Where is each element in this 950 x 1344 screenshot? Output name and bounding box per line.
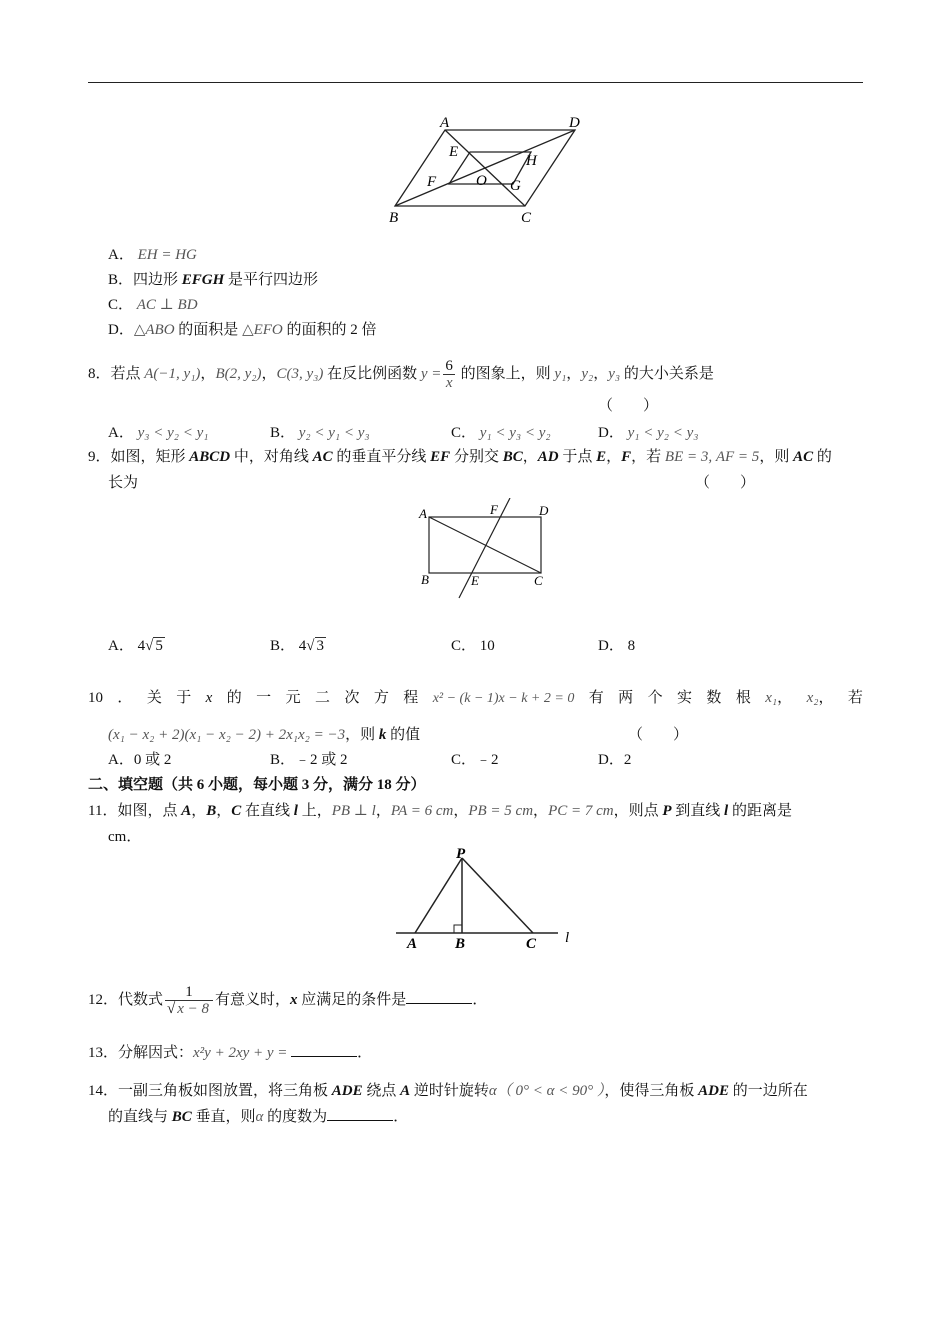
- text: 12．代数式: [88, 992, 164, 1008]
- text: 的距离是: [728, 803, 792, 819]
- option-key: B．: [270, 638, 296, 654]
- text: 到直线: [671, 803, 725, 819]
- sep: ，: [566, 365, 582, 382]
- sep: ，: [777, 690, 793, 706]
- q8-option-d: [598, 423, 698, 443]
- sep: ，: [375, 803, 391, 819]
- q14-answer-blank[interactable]: [327, 1106, 393, 1121]
- math: BE = 3,: [664, 449, 713, 465]
- text: ．: [472, 992, 488, 1008]
- coef: 4: [298, 638, 307, 654]
- q8-option-c: [451, 423, 551, 443]
- char: 有: [588, 690, 604, 706]
- q9-label-b: B: [421, 572, 429, 587]
- text: 于点: [558, 449, 597, 465]
- text: 的图象上，则: [456, 365, 555, 382]
- q9-answer-paren: （ ）: [695, 475, 756, 491]
- bold-label: C: [231, 803, 242, 819]
- bold-label: AC: [793, 449, 814, 465]
- q8-option-b: [270, 423, 370, 443]
- q10-option-d: [598, 750, 631, 770]
- bold-label: l: [293, 803, 298, 819]
- point-b: B(2, y₂): [215, 365, 262, 382]
- radicand: 3: [316, 638, 324, 654]
- option-key: D．: [598, 638, 624, 654]
- q10-stem-line1: [88, 688, 863, 709]
- q7-option-d: [108, 320, 377, 340]
- sep: ，: [200, 365, 216, 382]
- y2: y₂: [581, 365, 594, 382]
- q8-stem: [88, 358, 714, 391]
- text: 逆时针旋转: [410, 1083, 489, 1099]
- q9-label-f: F: [490, 502, 498, 517]
- option-math: EH = HG: [137, 247, 197, 263]
- math: PA = 6 cm: [390, 803, 454, 819]
- q7-label-o: O: [476, 173, 487, 189]
- alpha: α: [255, 1109, 264, 1125]
- math: PB = 5 cm: [468, 803, 534, 819]
- text: 的度数为: [263, 1109, 328, 1125]
- text: 14．一副三角板如图放置，将三角板: [88, 1083, 332, 1099]
- text: 垂直，则: [191, 1109, 256, 1125]
- option-key: A．: [108, 425, 134, 441]
- option-bold: EFGH: [181, 272, 225, 288]
- char: 程: [403, 690, 419, 706]
- option-text: 四边形: [133, 272, 182, 288]
- text: 绕点: [362, 1083, 401, 1099]
- option-math: y₂ < y₁ < y₃: [298, 425, 370, 441]
- q11-stem-line2: cm．: [108, 829, 142, 845]
- bold-label: ADE: [331, 1083, 363, 1099]
- bold-label: B: [206, 803, 217, 819]
- q7-label-d: D: [569, 115, 580, 131]
- char: 于: [176, 690, 192, 706]
- char: 若: [847, 690, 863, 706]
- q13-answer-blank[interactable]: [291, 1042, 357, 1057]
- bold-label: ADE: [698, 1083, 730, 1099]
- question-number: 8．若点: [88, 365, 145, 382]
- text: 9．如图，矩形: [88, 449, 190, 465]
- char: ．: [117, 690, 133, 706]
- q9-label-c: C: [534, 573, 543, 588]
- x2: x₂: [806, 690, 819, 706]
- option-text: 是平行四边形: [224, 272, 319, 288]
- text: 上，: [297, 803, 332, 819]
- q7-option-c: [108, 295, 198, 315]
- q13-stem: [88, 1042, 372, 1063]
- char: 次: [344, 690, 360, 706]
- bold-label: A: [400, 1083, 411, 1099]
- bold-label: EF: [430, 449, 451, 465]
- sep: ，: [593, 365, 609, 382]
- char: 方: [373, 690, 389, 706]
- option-key: D．: [108, 322, 134, 338]
- math: x²y + 2xy + y =: [193, 1045, 288, 1061]
- bold-label: k: [378, 727, 387, 743]
- q11-triangle-figure: [390, 846, 580, 954]
- q9-option-d: [598, 636, 635, 656]
- option-value: 0 或 2: [133, 752, 172, 768]
- text: ，则点: [613, 803, 663, 819]
- text: 的大小关系是: [620, 365, 714, 382]
- option-key: C．: [451, 638, 477, 654]
- text: 在直线: [241, 803, 294, 819]
- coef: 4: [137, 638, 146, 654]
- char: x: [205, 690, 213, 706]
- q12-fraction: $\frac{1}{√ x - 8}$: [165, 984, 213, 1017]
- bold-label: AD: [537, 449, 559, 465]
- option-value: 2: [623, 752, 632, 768]
- sep: ，: [261, 365, 277, 382]
- q8-answer-paren: （ ）: [598, 398, 659, 414]
- sep: ，: [818, 690, 834, 706]
- q14-stem-line2: [108, 1106, 408, 1127]
- option-key: C．: [108, 297, 134, 313]
- bold-label: A: [181, 803, 192, 819]
- y3: y₃: [608, 365, 621, 382]
- text: ，则: [759, 449, 794, 465]
- section-title-fill-in: 二、填空题（共 6 小题，每小题 3 分，满分 18 分）: [88, 777, 426, 793]
- text: 的垂直平分线: [332, 449, 431, 465]
- text: ，: [606, 449, 622, 465]
- char: 实: [677, 690, 693, 706]
- option-value: ﹣2: [476, 752, 499, 768]
- text: 应满足的条件是: [297, 992, 407, 1008]
- option-value: 8: [627, 638, 636, 654]
- option-math: y₃ < y₂ < y₁: [137, 425, 209, 441]
- q10-option-a: [108, 750, 171, 770]
- bold-label: AC: [312, 449, 333, 465]
- q11-label-p: P: [456, 846, 466, 862]
- text: 13．分解因式：: [88, 1045, 194, 1061]
- header-rule: [88, 82, 863, 83]
- text: 的一边所在: [729, 1083, 808, 1099]
- option-key: B．: [108, 272, 134, 288]
- radicand: x − 8: [177, 1001, 210, 1018]
- option-key: A．: [108, 752, 134, 768]
- q7-label-g: G: [510, 178, 521, 194]
- option-key: D．: [598, 752, 624, 768]
- text: 中，对角线: [230, 449, 313, 465]
- option-key: A．: [108, 247, 134, 263]
- condition-math: (x₁ − x₂ + 2)(x₁ − x₂ − 2) + 2x₁x₂ = −3: [108, 727, 346, 743]
- option-math: AC ⊥ BD: [136, 297, 198, 313]
- bold-label: F: [621, 449, 632, 465]
- char: 数: [706, 690, 722, 706]
- y1: y₁: [554, 365, 567, 382]
- option-value: ﹣2 或 2: [295, 752, 348, 768]
- function-lhs: y =: [420, 365, 442, 382]
- math: PB ⊥ l: [331, 803, 376, 819]
- char: 一: [256, 690, 272, 706]
- bold-label: l: [724, 803, 729, 819]
- q9-label-a: A: [419, 506, 427, 521]
- equation: x² − (k − 1)x − k + 2 = 0: [432, 691, 575, 706]
- q7-label-b: B: [389, 210, 399, 226]
- text: ，若: [631, 449, 665, 465]
- text: 分别交: [450, 449, 503, 465]
- x1: x₁: [765, 690, 778, 706]
- bold-label: E: [596, 449, 607, 465]
- q9-stem-line1: [88, 447, 832, 467]
- bold-label: ABCD: [189, 449, 231, 465]
- q12-answer-blank[interactable]: [406, 989, 472, 1004]
- q9-option-a: A． 4√ 5: [108, 638, 163, 654]
- option-key: D．: [598, 425, 624, 441]
- q9-option-c: [451, 636, 495, 656]
- char: 二: [315, 690, 331, 706]
- text: ，: [522, 449, 538, 465]
- char: 关: [146, 690, 162, 706]
- math: （ 0° < α < 90° ）: [496, 1083, 605, 1099]
- char: 元: [285, 690, 301, 706]
- q12-stem: [88, 980, 487, 1020]
- sep: ，: [191, 803, 207, 819]
- option-math: y₁ < y₂ < y₃: [627, 425, 699, 441]
- q8-option-a: [108, 423, 208, 443]
- text: ．: [393, 1109, 409, 1125]
- option-math: △ABO: [133, 322, 175, 338]
- text: ，则: [345, 727, 379, 743]
- char: 的: [226, 690, 242, 706]
- char: 根: [735, 690, 751, 706]
- function-fraction: [443, 358, 455, 391]
- math: PC = 7 cm: [548, 803, 614, 819]
- option-key: B．: [270, 425, 296, 441]
- q7-label-a: A: [440, 115, 450, 131]
- point-a: A(−1, y₁): [144, 365, 201, 382]
- q11-label-b: B: [455, 936, 466, 952]
- text: 11．如图，点: [88, 803, 182, 819]
- q7-label-e: E: [449, 144, 459, 160]
- option-key: C．: [451, 425, 477, 441]
- q9-rectangle-figure: [415, 498, 555, 603]
- q7-option-a: [108, 245, 197, 265]
- text: 在反比例函数: [323, 365, 421, 382]
- q11-label-c: C: [526, 936, 537, 952]
- text: 有意义时，: [215, 992, 291, 1008]
- fraction-numerator: 6: [445, 358, 453, 374]
- q9-label-d: D: [539, 503, 549, 518]
- option-math: △EFO: [242, 322, 283, 338]
- option-text: 的面积是: [174, 322, 243, 338]
- option-key: C．: [451, 752, 477, 768]
- q7-label-h: H: [526, 153, 537, 169]
- q10-stem-line2: [108, 725, 420, 745]
- char: 10: [88, 690, 103, 706]
- q7-parallelogram-figure: [385, 110, 585, 230]
- text: 的直线与: [108, 1109, 172, 1125]
- radicand: 5: [155, 638, 163, 654]
- q14-stem-line1: [88, 1081, 808, 1101]
- fraction-denominator: x: [445, 375, 453, 391]
- option-math: y₁ < y₃ < y₂: [479, 425, 551, 441]
- text: ，使得三角板: [604, 1083, 699, 1099]
- q11-stem-line1: [88, 801, 792, 821]
- text: 的: [813, 449, 832, 465]
- q9-option-b: B． 4√ 3: [270, 638, 324, 654]
- bold-label: P: [662, 803, 672, 819]
- q9-stem-line2: 长为: [108, 475, 139, 491]
- q10-option-b: [270, 750, 348, 770]
- bold-label: BC: [171, 1109, 192, 1125]
- q9-label-e: E: [471, 573, 479, 588]
- option-key: A．: [108, 638, 134, 654]
- math: AF = 5: [715, 449, 760, 465]
- char: 个: [647, 690, 663, 706]
- alpha: α: [488, 1083, 497, 1099]
- q7-option-b: [108, 270, 318, 290]
- bold-label: BC: [502, 449, 523, 465]
- q11-label-a: A: [407, 936, 418, 952]
- q7-label-c: C: [521, 210, 532, 226]
- q10-answer-paren: （ ）: [628, 727, 689, 743]
- sep: ，: [533, 803, 549, 819]
- point-c: C(3, y₃): [276, 365, 324, 382]
- option-key: B．: [270, 752, 296, 768]
- sep: ，: [216, 803, 232, 819]
- option-text: 的面积的 2 倍: [282, 322, 377, 338]
- text: ．: [357, 1045, 373, 1061]
- q11-label-l: l: [565, 930, 570, 946]
- sep: ，: [453, 803, 469, 819]
- char: 两: [618, 690, 634, 706]
- option-value: 10: [479, 638, 495, 654]
- text: 的值: [386, 727, 421, 743]
- q7-label-f: F: [427, 174, 437, 190]
- fraction-numerator: 1: [165, 984, 213, 1001]
- bold-label: x: [290, 992, 298, 1008]
- q10-option-c: [451, 750, 499, 770]
